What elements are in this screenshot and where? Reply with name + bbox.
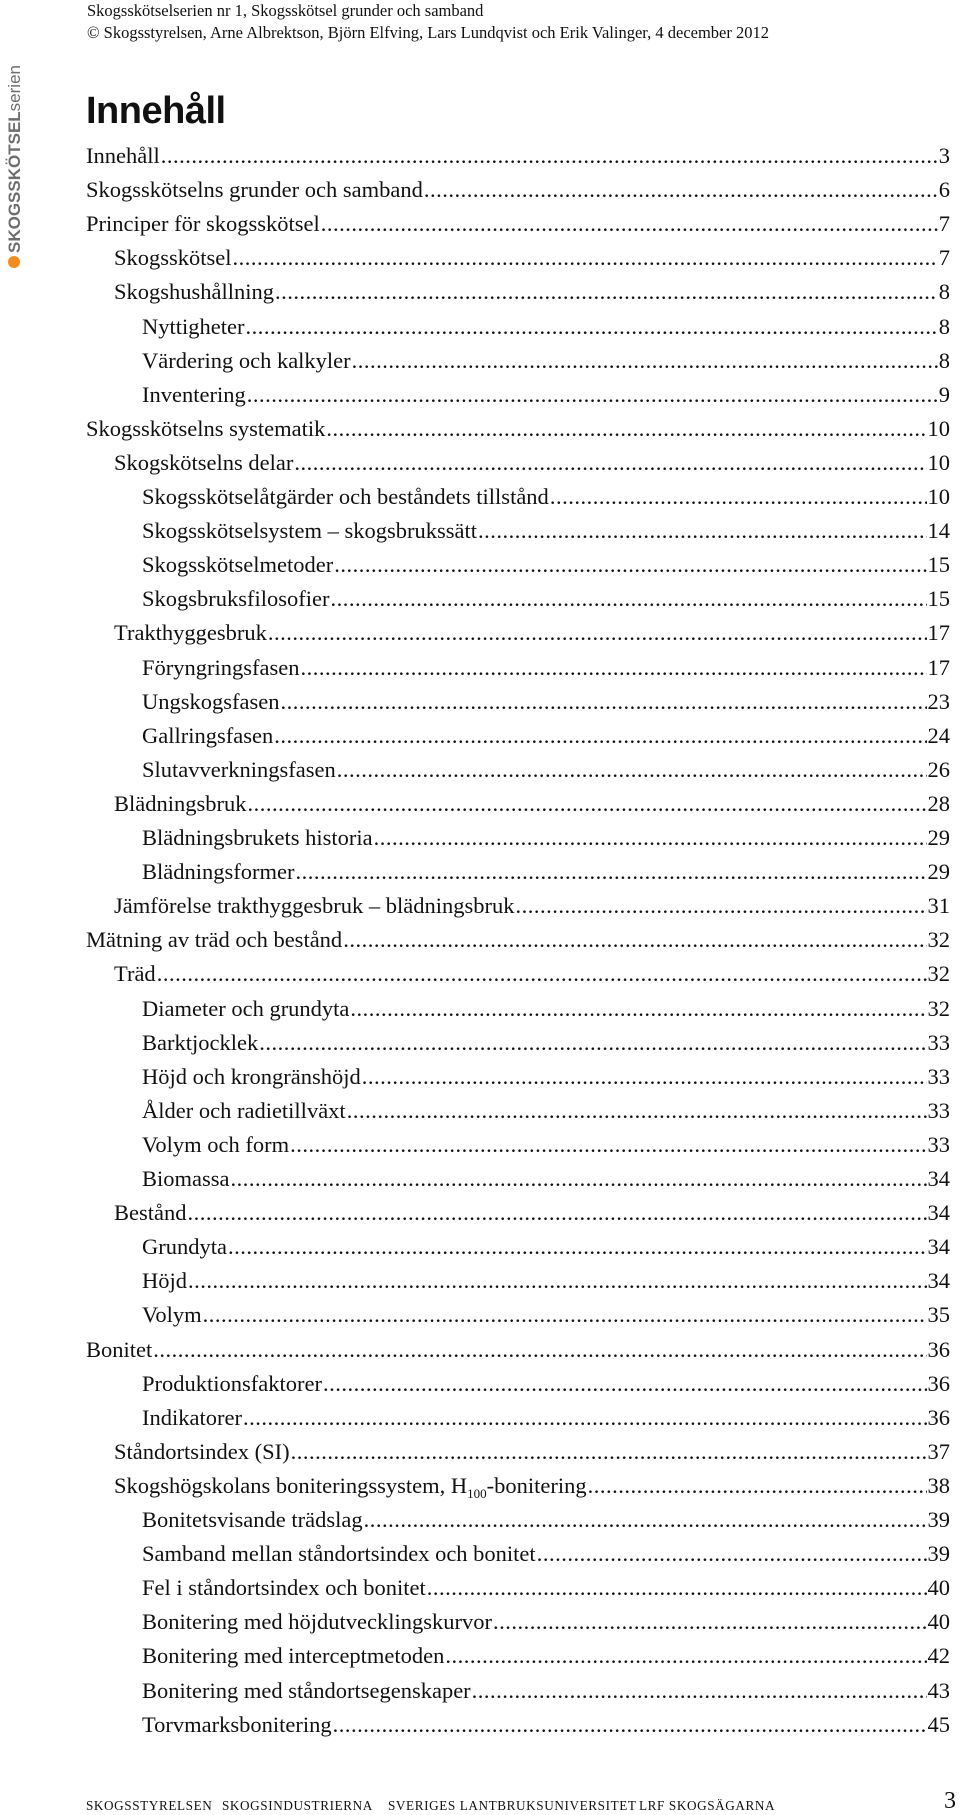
- toc-entry-page: 43: [927, 1677, 950, 1703]
- toc-entry[interactable]: [142, 378, 950, 412]
- toc-entry[interactable]: [142, 719, 950, 753]
- toc-entry[interactable]: [114, 241, 950, 275]
- toc-entry[interactable]: [142, 651, 950, 685]
- toc-entry[interactable]: [142, 992, 950, 1026]
- page-footer: [86, 1788, 956, 1814]
- page-header: [87, 0, 907, 44]
- footer-publisher-skogsstyrelsen: SKOGSSTYRELSEN: [86, 1798, 213, 1813]
- toc-entry-label: Träd: [114, 961, 156, 987]
- toc-entry[interactable]: [114, 1196, 950, 1230]
- toc-dot-leader: [350, 992, 926, 1026]
- toc-entry-page: 36: [927, 1336, 950, 1362]
- toc-entry-label: Principer för skogsskötsel: [86, 211, 320, 237]
- toc-dot-leader: [362, 1060, 927, 1094]
- toc-entry[interactable]: [142, 582, 950, 616]
- toc-entry-label: Innehåll: [86, 143, 160, 168]
- toc-entry-label: Barktjocklek: [142, 1029, 259, 1055]
- toc-entry-page: 36: [927, 1404, 950, 1430]
- toc-entry-label: Trakthyggesbruk: [114, 620, 267, 646]
- toc-entry-page: 8: [938, 313, 950, 339]
- toc-entry-page: 33: [927, 1063, 950, 1089]
- toc-dot-leader: [427, 1571, 927, 1605]
- toc-dot-leader: [188, 1196, 927, 1230]
- toc-entry[interactable]: [114, 889, 950, 923]
- toc-dot-leader: [472, 1674, 927, 1708]
- toc-entry-page: 7: [938, 211, 950, 237]
- toc-entry[interactable]: [142, 753, 950, 787]
- toc-entry-label: Samband mellan ståndortsindex och bonitet: [142, 1541, 536, 1567]
- toc-dot-leader: [294, 446, 926, 480]
- toc-entry-page: 35: [927, 1302, 950, 1328]
- toc-entry[interactable]: [142, 1605, 950, 1639]
- toc-entry-label: Volym och form: [142, 1131, 290, 1157]
- toc-entry-page: 26: [927, 756, 950, 782]
- toc-entry-page: 15: [927, 586, 950, 612]
- toc-dot-leader: [588, 1469, 927, 1503]
- toc-entry-label: Fel i ståndortsindex och bonitet: [142, 1575, 426, 1601]
- toc-dot-leader: [364, 1503, 927, 1537]
- toc-dot-leader: [248, 787, 927, 821]
- logo-leaf-icon: [8, 256, 20, 268]
- toc-entry-page: 17: [927, 620, 950, 646]
- toc-dot-leader: [259, 1026, 926, 1060]
- footer-publisher-skogsindustrierna: SKOGSINDUSTRIERNA: [222, 1798, 373, 1813]
- toc-dot-leader: [275, 275, 938, 309]
- toc-entry-label: Skogshögskolans boniteringssystem, $H_{100}$-bonitering: [114, 1472, 587, 1501]
- toc-entry-page: 39: [927, 1507, 950, 1532]
- toc-entry-label: Skogskötselns delar: [114, 449, 294, 475]
- toc-entry-page: 32: [927, 995, 950, 1021]
- toc-entry[interactable]: [114, 1469, 950, 1503]
- series-logo-graphic: [2, 40, 26, 270]
- toc-entry-label: Diameter och grundyta: [142, 995, 350, 1021]
- toc-dot-leader: [537, 1537, 927, 1571]
- toc-entry-label: Torvmarksbonitering: [142, 1711, 332, 1737]
- series-line: Skogsskötselserien nr 1, Skogsskötsel grunder och samband: [87, 1, 484, 20]
- toc-entry-page: 7: [938, 245, 950, 271]
- toc-entry-label: Slutavverkningsfasen: [142, 756, 336, 782]
- toc-dot-leader: [347, 1094, 927, 1128]
- toc-entry[interactable]: [142, 1674, 950, 1708]
- toc-dot-leader: [233, 241, 938, 275]
- toc-entry-page: 34: [927, 1166, 950, 1191]
- toc-entry-label: Skogsskötselsystem – skogsbrukssätt: [142, 518, 478, 544]
- toc-entry-label: Ståndortsindex (SI): [114, 1438, 290, 1464]
- toc-entry[interactable]: [114, 1435, 950, 1469]
- toc-entry-label: Bonitering med höjdutvecklingskurvor: [142, 1609, 492, 1635]
- toc-entry-label: Blädningsbrukets historia: [142, 825, 373, 850]
- toc-entry-page: 15: [927, 552, 950, 578]
- toc-entry-page: 40: [927, 1575, 950, 1601]
- toc-entry-label: Skogsskötselmetoder: [142, 552, 334, 578]
- toc-dot-leader: [478, 514, 926, 548]
- toc-entry-page: 8: [938, 347, 950, 373]
- toc-entry-page: 38: [927, 1472, 950, 1498]
- toc-entry-page: 10: [927, 449, 950, 475]
- toc-entry-page: 34: [927, 1200, 950, 1226]
- toc-entry-label: Produktionsfaktorer: [142, 1370, 322, 1396]
- toc-entry-page: 10: [927, 484, 950, 509]
- toc-entry[interactable]: [86, 1333, 950, 1367]
- toc-entry-label: Jämförelse trakthyggesbruk – blädningsbruk: [114, 893, 515, 919]
- toc-dot-leader: [326, 412, 926, 446]
- toc-entry[interactable]: [142, 1503, 950, 1537]
- toc-dot-leader: [323, 1367, 927, 1401]
- toc-dot-leader: [274, 719, 926, 753]
- toc-dot-leader: [290, 1128, 926, 1162]
- toc-entry[interactable]: [142, 1128, 950, 1162]
- toc-entry[interactable]: [142, 514, 950, 548]
- toc-dot-leader: [153, 1333, 926, 1367]
- toc-entry-page: 24: [927, 722, 950, 748]
- copyright-line: © Skogsstyrelsen, Arne Albrektson, Björn Elfving, Lars Lundqvist och Erik Valinger, 4 december 2012: [87, 23, 770, 42]
- toc-entry-label: Ungskogsfasen: [142, 688, 280, 714]
- toc-entry-label: Skogsskötselns systematik: [86, 415, 326, 441]
- toc-entry-label: Gallringsfasen: [142, 722, 274, 748]
- toc-entry-label: Höjd och krongränshöjd: [142, 1063, 361, 1089]
- toc-dot-leader: [203, 1298, 927, 1332]
- toc-dot-leader: [280, 685, 926, 719]
- toc-dot-leader: [333, 1708, 927, 1742]
- toc-entry-page: 8: [938, 279, 950, 305]
- toc-dot-leader: [550, 480, 927, 514]
- toc-entry-label: Skogshushållning: [114, 279, 275, 305]
- toc-entry-label: Skogsskötselåtgärder och beståndets tillstånd: [142, 484, 549, 509]
- toc-entry-page: 28: [927, 790, 950, 816]
- toc-entry-label: Bonitering med ståndortsegenskaper: [142, 1677, 471, 1703]
- toc-entry-label: Blädningsbruk: [114, 790, 247, 816]
- toc-entry[interactable]: [142, 1230, 950, 1264]
- toc-entry-page: 33: [927, 1131, 950, 1157]
- toc-entry[interactable]: [86, 207, 950, 241]
- toc-entry[interactable]: [142, 480, 950, 514]
- toc-entry-page: 9: [938, 381, 950, 407]
- toc-entry[interactable]: [142, 685, 950, 719]
- toc-dot-leader: [268, 616, 927, 650]
- toc-dot-leader: [188, 1264, 927, 1298]
- toc-entry-label: Skogsskötsel: [114, 245, 232, 271]
- toc-dot-leader: [424, 173, 938, 207]
- toc-entry-label: Bonitet: [86, 1336, 153, 1362]
- toc-entry[interactable]: [142, 1264, 950, 1298]
- toc-entry[interactable]: [142, 1162, 950, 1196]
- toc-dot-leader: [337, 753, 927, 787]
- toc-entry-page: 10: [927, 415, 950, 441]
- toc-entry-label: Värdering och kalkyler: [142, 347, 351, 373]
- toc-entry-label: Ålder och radietillväxt: [142, 1097, 346, 1123]
- toc-entry-label: Bonitetsvisande trädslag: [142, 1507, 363, 1532]
- toc-entry-label: Inventering: [142, 381, 246, 407]
- toc-entry-page: 33: [927, 1097, 950, 1123]
- toc-dot-leader: [157, 957, 927, 991]
- toc-entry[interactable]: [114, 446, 950, 480]
- toc-entry-page: 40: [927, 1609, 950, 1635]
- svg-text:SKOGSSKÖTSELserien: SKOGSSKÖTSELserien: [5, 65, 24, 253]
- toc-entry[interactable]: [86, 173, 950, 207]
- toc-entry[interactable]: [142, 1298, 950, 1332]
- toc-entry[interactable]: [142, 310, 950, 344]
- toc-dot-leader: [374, 821, 927, 855]
- toc-entry[interactable]: [142, 1367, 950, 1401]
- toc-entry-label: Grundyta: [142, 1234, 227, 1260]
- toc-entry-label: Föryngringsfasen: [142, 654, 300, 680]
- toc-dot-leader: [300, 651, 926, 685]
- toc-entry-label: Bestånd: [114, 1200, 187, 1226]
- toc-entry[interactable]: [142, 1026, 950, 1060]
- toc-entry-page: 29: [927, 859, 950, 885]
- toc-entry[interactable]: [142, 1094, 950, 1128]
- toc-entry[interactable]: [142, 548, 950, 582]
- toc-entry-page: 39: [927, 1541, 950, 1567]
- toc-entry-label: Blädningsformer: [142, 859, 295, 885]
- toc-entry[interactable]: [114, 957, 950, 991]
- toc-entry-page: 17: [927, 654, 950, 680]
- toc-entry-page: 32: [927, 927, 950, 953]
- toc-entry[interactable]: [142, 855, 950, 889]
- toc-entry[interactable]: [86, 139, 950, 173]
- toc-entry-label: Bonitering med interceptmetoden: [142, 1643, 445, 1669]
- page-number: 3: [944, 1788, 956, 1814]
- series-logo: [2, 40, 26, 270]
- toc-dot-leader: [245, 310, 937, 344]
- toc-entry-label: Nyttigheter: [142, 313, 245, 339]
- toc-entry[interactable]: [142, 821, 950, 855]
- toc-entry-page: 37: [927, 1438, 950, 1464]
- toc-dot-leader: [493, 1605, 927, 1639]
- toc-dot-leader: [247, 378, 938, 412]
- toc-entry-label: Skogsbruksfilosofier: [142, 586, 330, 612]
- toc-entry-page: 6: [938, 177, 950, 203]
- toc-entry-page: 34: [927, 1234, 950, 1260]
- toc-entry[interactable]: [142, 1537, 950, 1571]
- toc-dot-leader: [334, 548, 926, 582]
- page-title: Innehåll: [86, 90, 226, 132]
- toc-entry[interactable]: [142, 1060, 950, 1094]
- toc-entry[interactable]: [142, 1708, 950, 1742]
- toc-dot-leader: [516, 889, 927, 923]
- toc-dot-leader: [231, 1162, 927, 1196]
- toc-entry-page: 45: [927, 1711, 950, 1737]
- toc-entry[interactable]: [114, 787, 950, 821]
- toc-entry-page: 36: [927, 1370, 950, 1396]
- toc-dot-leader: [343, 923, 926, 957]
- toc-entry-label: Skogsskötselns grunder och samband: [86, 177, 423, 203]
- toc-dot-leader: [352, 344, 938, 378]
- toc-entry-label: Höjd: [142, 1268, 187, 1294]
- toc-dot-leader: [445, 1639, 926, 1673]
- toc-dot-leader: [295, 855, 926, 889]
- toc-entry-label: Mätning av träd och bestånd: [86, 927, 343, 953]
- toc-entry-page: 14: [927, 518, 950, 544]
- toc-entry-page: 34: [927, 1268, 950, 1294]
- toc-dot-leader: [243, 1401, 927, 1435]
- toc-entry[interactable]: [86, 412, 950, 446]
- toc-entry-page: 32: [927, 961, 950, 987]
- toc-entry[interactable]: [114, 616, 950, 650]
- toc-entry-page: 23: [927, 688, 950, 714]
- footer-publisher-slu: SVERIGES LANTBRUKSUNIVERSITET: [388, 1798, 637, 1813]
- toc-entry[interactable]: [142, 1639, 950, 1673]
- toc-dot-leader: [228, 1230, 927, 1264]
- toc-entry[interactable]: [142, 344, 950, 378]
- toc-entry-page: 29: [927, 825, 950, 850]
- toc-dot-leader: [161, 139, 938, 173]
- toc-entry[interactable]: [142, 1571, 950, 1605]
- footer-publisher-lrf: LRF SKOGSÄGARNA: [639, 1798, 776, 1813]
- toc-dot-leader: [291, 1435, 927, 1469]
- toc-entry[interactable]: [86, 923, 950, 957]
- toc-entry-label: Biomassa: [142, 1166, 230, 1191]
- toc-entry[interactable]: [114, 275, 950, 309]
- toc-dot-leader: [331, 582, 927, 616]
- toc-entry-label: Indikatorer: [142, 1404, 242, 1430]
- toc-entry-page: 3: [938, 143, 950, 168]
- toc-entry-page: 42: [927, 1643, 950, 1669]
- toc-entry[interactable]: [142, 1401, 950, 1435]
- toc-entry-page: 31: [927, 893, 950, 919]
- toc-entry-label: Volym: [142, 1302, 202, 1328]
- toc-entry-page: 33: [927, 1029, 950, 1055]
- toc-dot-leader: [321, 207, 938, 241]
